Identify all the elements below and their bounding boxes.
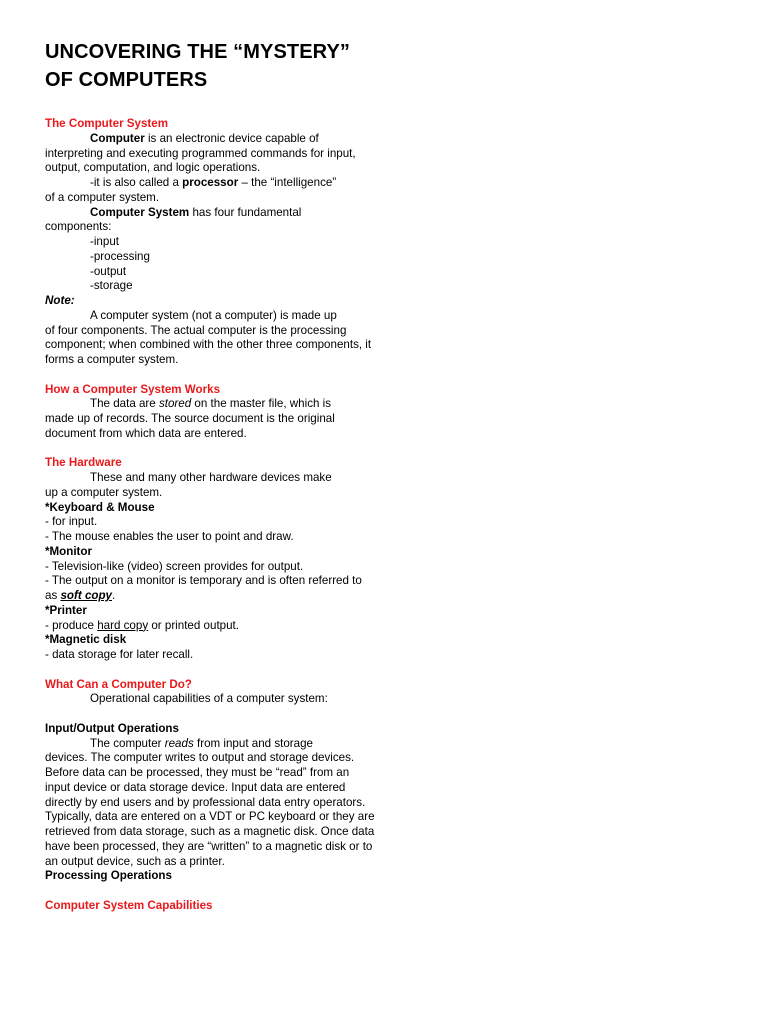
hardware-keyboard-mouse: *Keyboard & Mouse <box>45 500 155 514</box>
hardware-detail: - for input. <box>45 515 98 529</box>
component-item: -input <box>90 235 120 248</box>
hardware-magnetic-disk: *Magnetic disk <box>45 633 127 647</box>
hardware-detail: - Television-like (video) screen provides for output. <box>45 559 304 573</box>
paragraph-how-it-works: The data are stored on the master file, which is made up of records. The source document is the original document from which data are entered. <box>45 397 335 440</box>
section-heading-hardware: The Hardware <box>45 456 122 470</box>
hardware-detail: - data storage for later recall. <box>45 648 194 661</box>
subheading-processing-operations: Processing Operations <box>45 869 172 883</box>
note-label: Note: <box>45 294 75 307</box>
document-body <box>45 117 375 914</box>
hardware-detail: - The mouse enables the user to point and draw. <box>45 530 294 543</box>
hardware-monitor: *Monitor <box>45 544 93 558</box>
paragraph-capabilities-intro: Operational capabilities of a computer system: <box>90 692 328 706</box>
document-title <box>45 38 768 94</box>
title-line-2: OF COMPUTERS <box>45 69 208 91</box>
paragraph-computer-system: Computer System has four fundamental components: <box>45 205 302 234</box>
soft-copy-term: soft copy <box>60 589 113 602</box>
component-item: -storage <box>90 279 133 293</box>
section-heading-computer-system: The Computer System <box>45 117 169 130</box>
title-line-1: UNCOVERING THE “MYSTERY” <box>45 41 351 63</box>
hardware-printer: *Printer <box>45 603 87 617</box>
subheading-io-operations: Input/Output Operations <box>45 721 179 735</box>
paragraph-hardware-intro: These and many other hardware devices make up a computer system. <box>45 471 332 499</box>
hardware-detail: - produce hard copy or printed output. <box>45 618 240 632</box>
component-item: -processing <box>90 249 150 263</box>
paragraph-computer-definition: Computer is an electronic device capable of interpreting and executing programmed commands for input, output, computation, and logic operations. <box>45 131 356 175</box>
section-heading-what-can-computer-do: What Can a Computer Do? <box>45 677 192 691</box>
section-heading-how-it-works: How a Computer System Works <box>45 382 221 396</box>
component-item: -output <box>90 264 127 278</box>
paragraph-note: A computer system (not a computer) is made up of four components. The actual computer is the processing component; when combined with the other three components, it forms a computer system. <box>45 308 372 366</box>
section-heading-system-capabilities: Computer System Capabilities <box>45 898 213 912</box>
hard-copy-term: hard copy <box>97 618 149 632</box>
paragraph-io-operations: The computer reads from input and storage devices. The computer writes to output and storage devices. Before data can be processed, they must be “read” from an input device or data storage device. Input data are entered directly by end users and by professional data entry operators. Typically, data are entered on a VDT or PC keyboard or they are retrieved from data storage, such as a magnetic disk. Once data have been processed, they are “written” to a magnetic disk or to an output device, such as a printer. <box>45 736 375 868</box>
paragraph-processor: -it is also called a processor – the “intelligence” of a computer system. <box>45 176 337 204</box>
hardware-detail: - The output on a monitor is temporary and is often referred to as soft copy. <box>45 574 362 602</box>
